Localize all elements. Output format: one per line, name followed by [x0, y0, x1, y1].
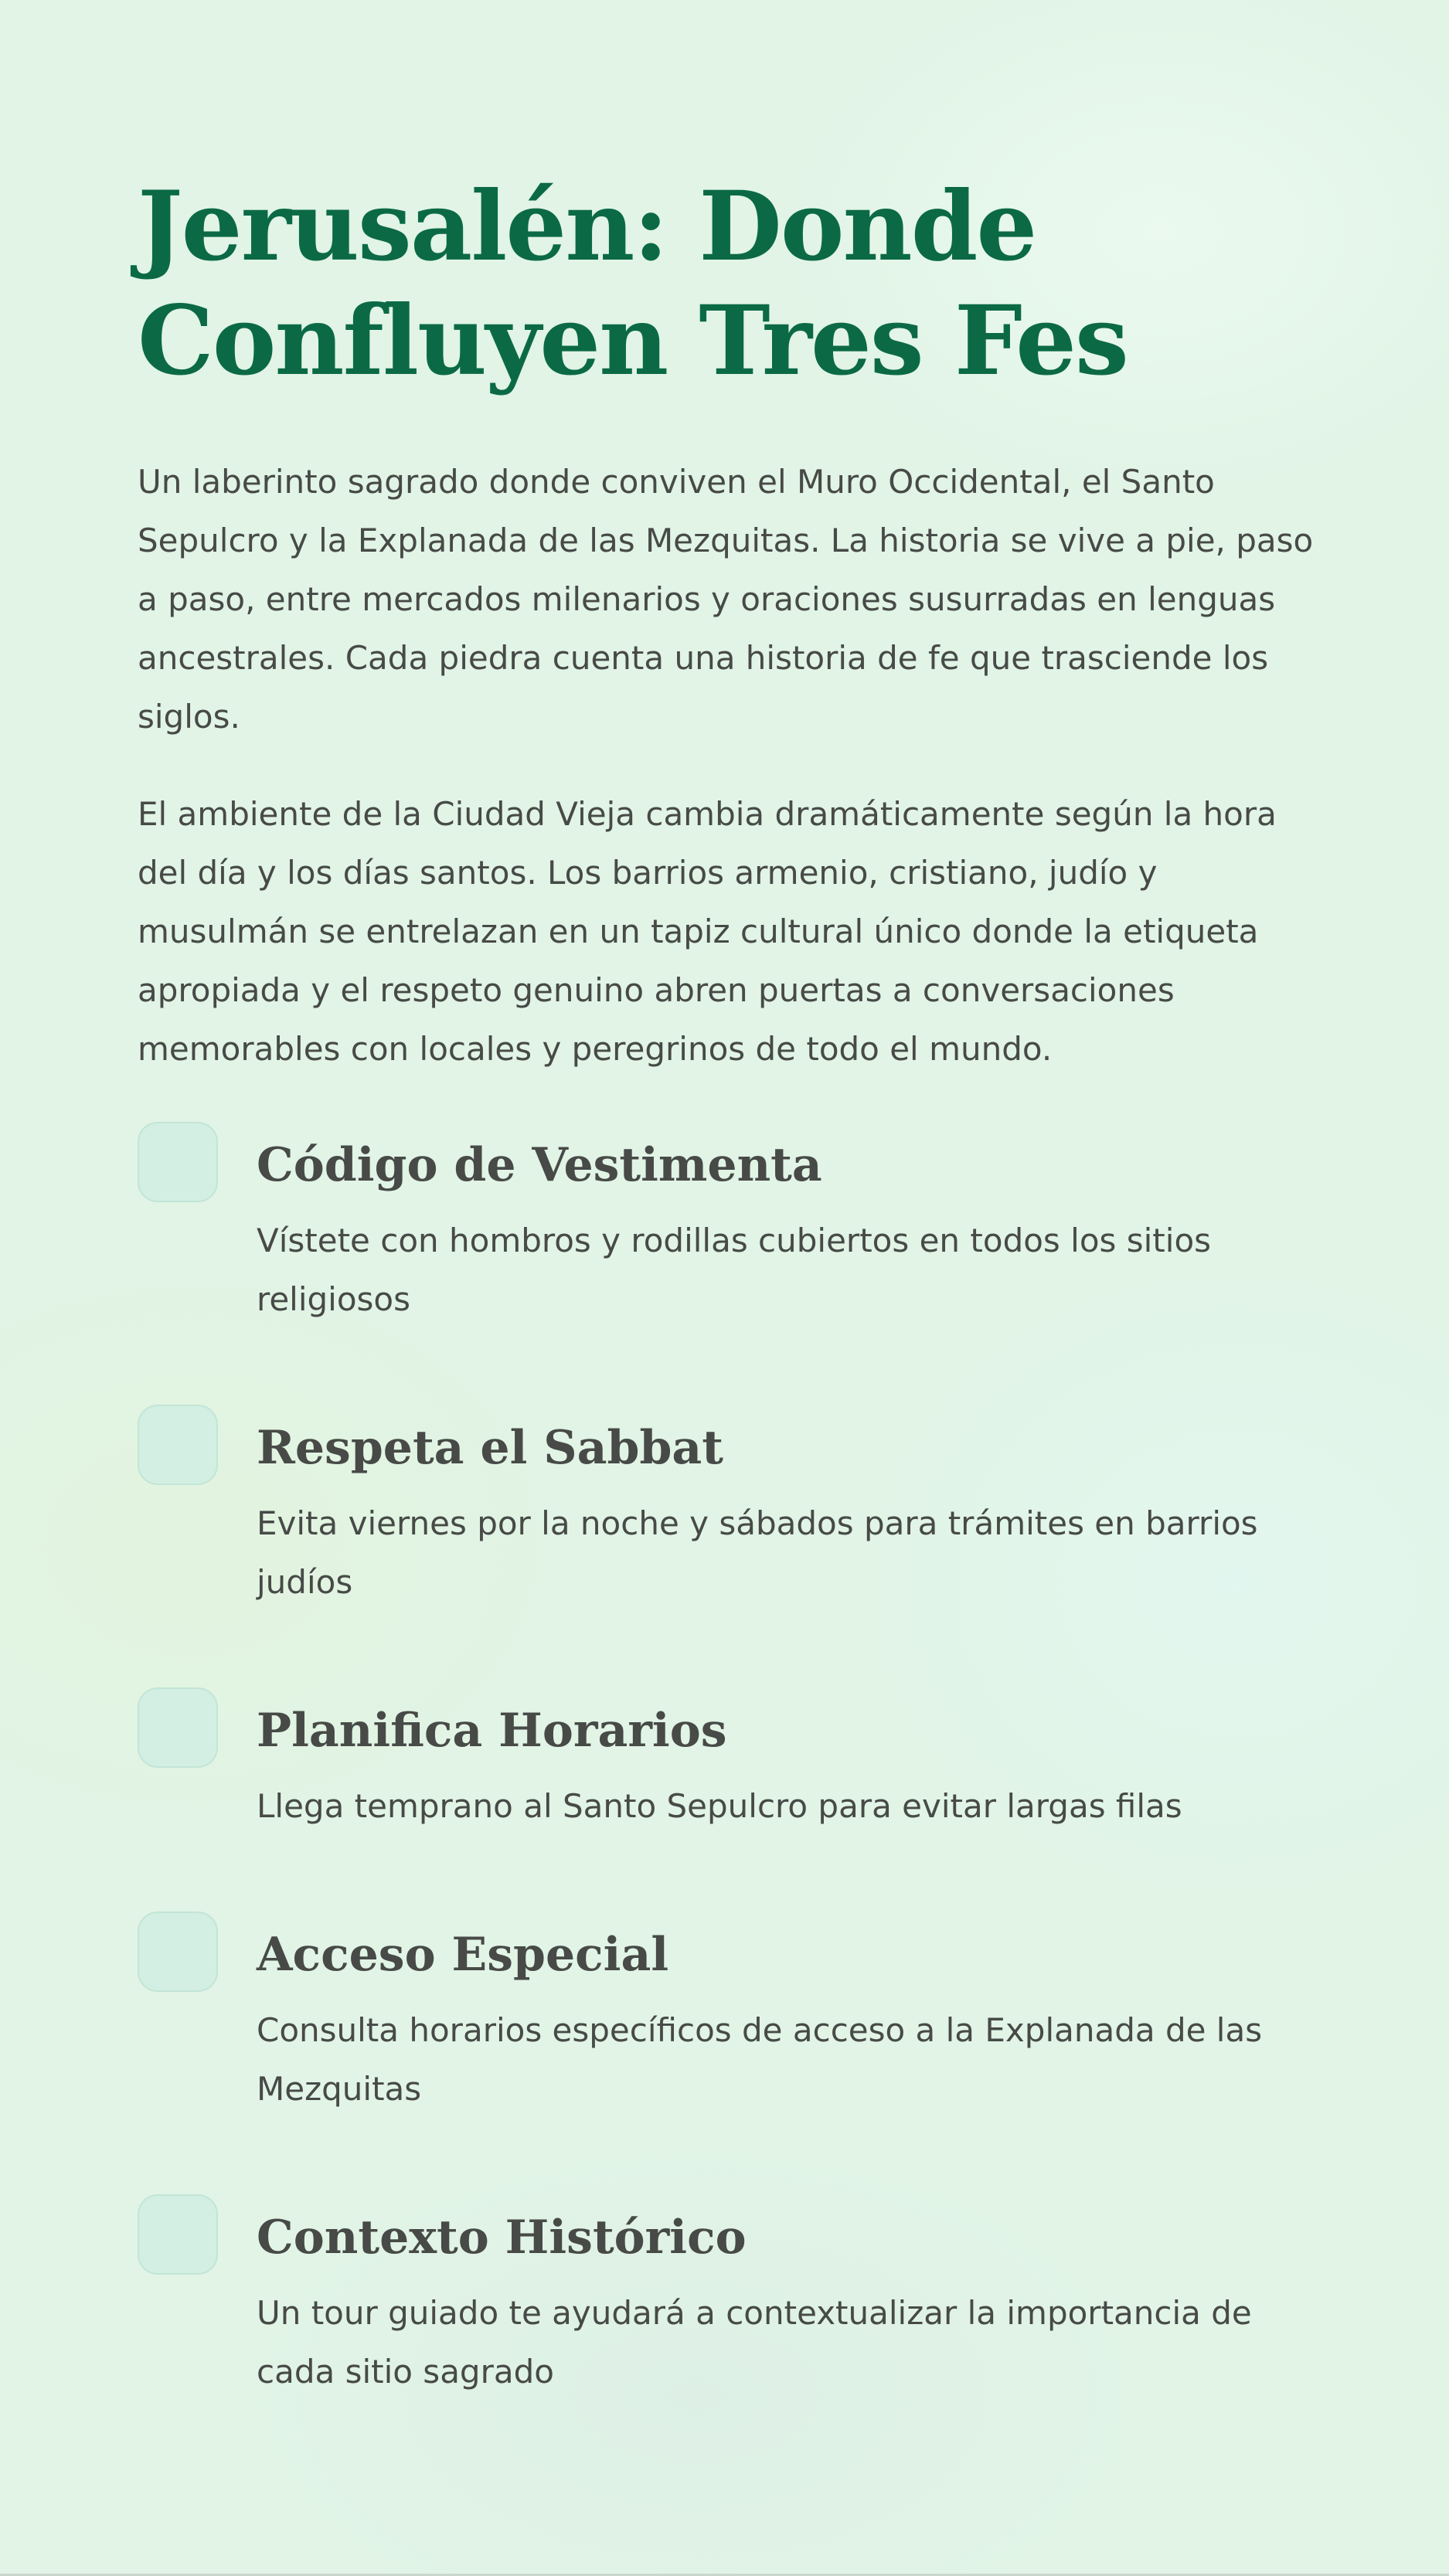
tip-item-schedule [138, 1687, 1328, 1836]
checkbox-icon[interactable] [138, 1912, 218, 1992]
tip-description: Evita viernes por la noche y sábados para trámites en barrios judíos [257, 1504, 1258, 1601]
page-title: Jerusalén: Donde Confluyen Tres Fes [138, 171, 1128, 397]
tip-title: Respeta el Sabbat [257, 1421, 723, 1475]
tip-description: Llega temprano al Santo Sepulcro para evitar largas filas [257, 1787, 1182, 1825]
tip-item-sabbath [138, 1405, 1328, 1612]
intro-paragraph-2: El ambiente de la Ciudad Vieja cambia dramáticamente según la hora del día y los días santos. Los barrios armenio, cristiano, judío y musulmán se entrelazan en un tapiz cultural único donde la etiqueta apropiada y el respeto genuino abren puertas a conversaciones memorables con locales y peregrinos de todo el mundo. [138, 795, 1277, 1068]
tip-title: Contexto Histórico [257, 2211, 747, 2265]
tips-list [138, 1122, 1328, 2401]
tip-title: Planifica Horarios [257, 1704, 727, 1758]
tip-item-dress-code [138, 1122, 1328, 1329]
tip-title: Código de Vestimenta [257, 1138, 822, 1192]
tip-description: Consulta horarios específicos de acceso a la Explanada de las Mezquitas [257, 2011, 1263, 2108]
article [138, 170, 1328, 2401]
tip-title: Acceso Especial [257, 1928, 669, 1982]
checkbox-icon[interactable] [138, 1122, 218, 1202]
checkbox-icon[interactable] [138, 1405, 218, 1485]
tip-description: Un tour guiado te ayudará a contextualizar la importancia de cada sitio sagrado [257, 2294, 1252, 2391]
tip-item-special-access [138, 1912, 1328, 2119]
checkbox-icon[interactable] [138, 1687, 218, 1768]
checkbox-icon[interactable] [138, 2194, 218, 2275]
tip-description: Vístete con hombros y rodillas cubiertos en todos los sitios religiosos [257, 1222, 1212, 1318]
intro-paragraph-1: Un laberinto sagrado donde conviven el Muro Occidental, el Santo Sepulcro y la Explanada de las Mezquitas. La historia se vive a pie, paso a paso, entre mercados milenarios y oraciones susurradas en lenguas ancestrales. Cada piedra cuenta una historia de fe que trasciende los siglos. [138, 463, 1314, 736]
tip-item-historical-context [138, 2194, 1328, 2401]
